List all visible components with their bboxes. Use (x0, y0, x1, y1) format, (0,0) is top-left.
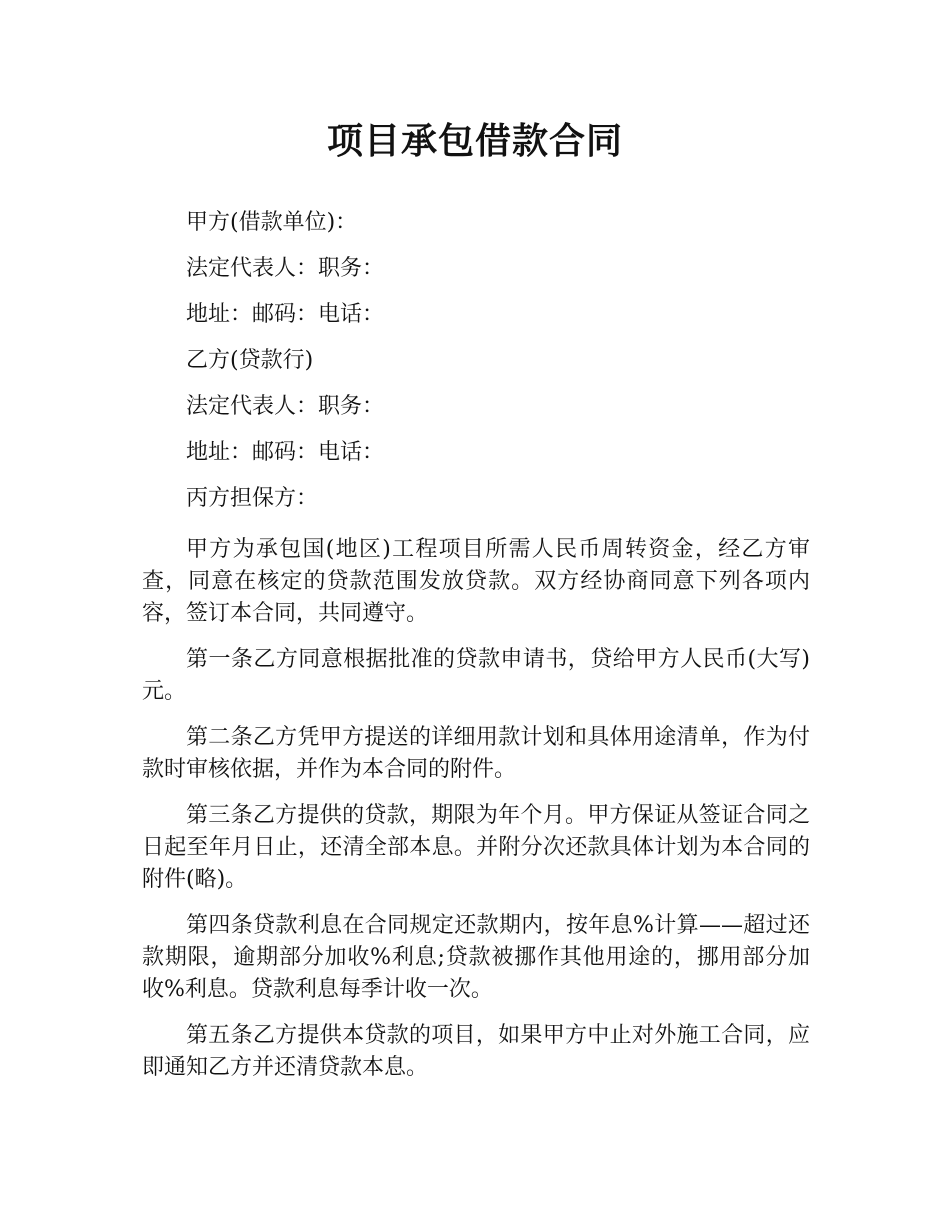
party-a-representative-line: 法定代表人：职务： (186, 256, 385, 281)
party-a-address-line: 地址：邮码：电话： (186, 302, 385, 327)
article-4-paragraph: 第四条贷款利息在合同规定还款期内，按年息%计算——超过还款期限，逾期部分加收%利息;贷款被挪作其他用途的，挪用部分加收%利息。贷款利息每季计收一次。 (142, 913, 810, 1002)
article-2-paragraph: 第二条乙方凭甲方提送的详细用款计划和具体用途清单，作为付款时审核依据，并作为本合同的附件。 (142, 725, 810, 782)
party-c-guarantor-line: 丙方担保方： (186, 486, 319, 511)
intro-paragraph: 甲方为承包国(地区)工程项目所需人民币周转资金，经乙方审查，同意在核定的贷款范围发放贷款。双方经协商同意下列各项内容，签订本合同，共同遵守。 (142, 537, 810, 626)
party-b-representative-line: 法定代表人：职务： (186, 394, 385, 419)
article-5-paragraph: 第五条乙方提供本贷款的项目，如果甲方中止对外施工合同，应即通知乙方并还清贷款本息。 (142, 1023, 810, 1080)
party-b-line: 乙方(贷款行) (186, 348, 314, 373)
document-body (142, 200, 810, 1084)
party-a-line: 甲方(借款单位)： (186, 210, 358, 235)
article-1-paragraph: 第一条乙方同意根据批准的贷款申请书，贷给甲方人民币(大写)元。 (142, 647, 810, 704)
party-b-address-line: 地址：邮码：电话： (186, 440, 385, 465)
article-3-paragraph: 第三条乙方提供的贷款，期限为年个月。甲方保证从签证合同之日起至年月日止，还清全部本息。并附分次还款具体计划为本合同的附件(略)。 (142, 803, 810, 892)
document-title: 项目承包借款合同 (326, 121, 623, 162)
